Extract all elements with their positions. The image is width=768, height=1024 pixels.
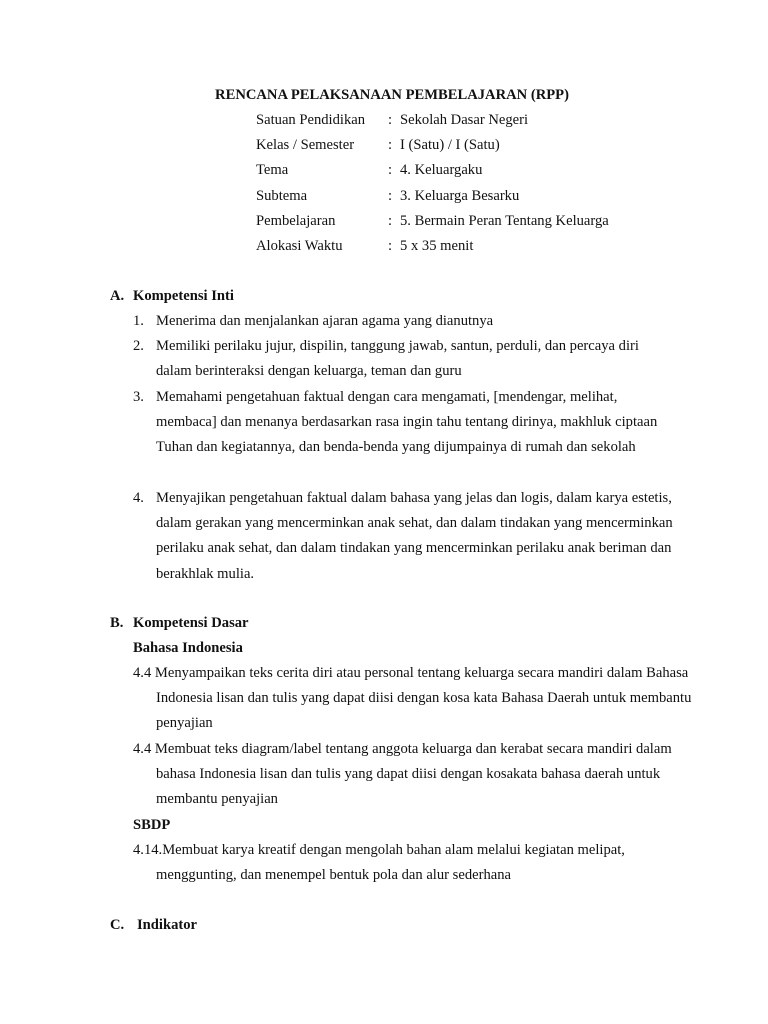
meta-label: Satuan Pendidikan — [256, 112, 366, 128]
meta-colon: : — [388, 162, 393, 179]
section-title: Kompetensi Dasar — [133, 615, 249, 631]
meta-label: Subtema — [256, 187, 308, 204]
meta-value: I (Satu) / I (Satu) — [400, 137, 500, 154]
meta-label: Tema — [256, 162, 289, 179]
basic-competence-item: 4.4 Membuat teks diagram/label tentang anggota keluarga dan kerabat secara mandiri dalam bahasa Indonesia lisan dan tulis yang dapat diisi dengan kosakata bahasa daerah untuk membantu penyajian — [133, 741, 672, 808]
meta-row — [256, 211, 609, 236]
list-number: 1. — [133, 313, 144, 329]
basic-competence-item: 4.14.Membuat karya kreatif dengan mengolah bahan alam melalui kegiatan melipat, menggunting, dan menempel bentuk pola dan alur sederhana — [133, 842, 625, 884]
meta-row — [256, 160, 609, 185]
list-text: Menyajikan pengetahuan faktual dalam bahasa yang jelas dan logis, dalam karya estetis, dalam gerakan yang mencerminkan anak sehat, dan dalam tindakan yang mencerminkan perilaku anak sehat, dan dalam tindakan yang mencerminkan perilaku anak beriman dan berakhlak mulia. — [156, 490, 673, 582]
section-letter: A. — [110, 288, 125, 304]
list-number: 2. — [133, 338, 144, 354]
subject-heading: Bahasa Indonesia — [133, 640, 243, 656]
meta-value: 5. Bermain Peran Tentang Keluarga — [400, 212, 609, 229]
section-letter: C. — [110, 917, 125, 933]
meta-row — [256, 186, 609, 211]
meta-label: Pembelajaran — [256, 212, 336, 229]
list-text: Memahami pengetahuan faktual dengan cara mengamati, [mendengar, melihat, membaca] dan menanya berdasarkan rasa ingin tahu tentang dirinya, makhluk ciptaan Tuhan dan kegiatannya, dan benda-benda yang dijumpainya di rumah dan sekolah — [156, 389, 658, 456]
meta-colon: : — [388, 137, 393, 154]
section-c-heading — [110, 915, 197, 935]
identity-table — [256, 110, 609, 261]
meta-label: Alokasi Waktu — [256, 237, 343, 254]
meta-label: Kelas / Semester — [256, 137, 355, 154]
section-title: Kompetensi Inti — [133, 288, 234, 304]
meta-colon: : — [388, 212, 393, 229]
basic-competence-item: 4.4 Menyampaikan teks cerita diri atau personal tentang keluarga secara mandiri dalam Bahasa Indonesia lisan dan tulis yang dapat diisi dengan kosa kata Bahasa Daerah untuk membantu penyajian — [133, 665, 692, 732]
section-a-heading — [110, 286, 234, 306]
meta-value: 3. Keluarga Besarku — [400, 187, 520, 204]
meta-value: 4. Keluargaku — [400, 162, 483, 179]
list-text: Memiliki perilaku jujur, dispilin, tanggung jawab, santun, perduli, dan percaya diri dalam berinteraksi dengan keluarga, teman dan guru — [156, 338, 639, 380]
meta-row — [256, 236, 609, 261]
section-b-heading — [110, 613, 249, 633]
list-number: 4. — [133, 490, 144, 506]
document-title: RENCANA PELAKSANAAN PEMBELAJARAN (RPP) — [215, 87, 569, 103]
list-text: Menerima dan menjalankan ajaran agama yang dianutnya — [156, 313, 494, 329]
meta-value: Sekolah Dasar Negeri — [400, 112, 529, 128]
section-letter: B. — [110, 615, 124, 631]
section-title: Indikator — [137, 917, 198, 933]
meta-colon: : — [388, 187, 393, 204]
list-number: 3. — [133, 389, 144, 405]
meta-row — [256, 135, 609, 160]
meta-value: 5 x 35 menit — [400, 237, 474, 254]
meta-colon: : — [388, 237, 393, 254]
meta-row — [256, 110, 609, 135]
subject-heading: SBDP — [133, 817, 171, 833]
meta-colon: : — [388, 112, 393, 128]
